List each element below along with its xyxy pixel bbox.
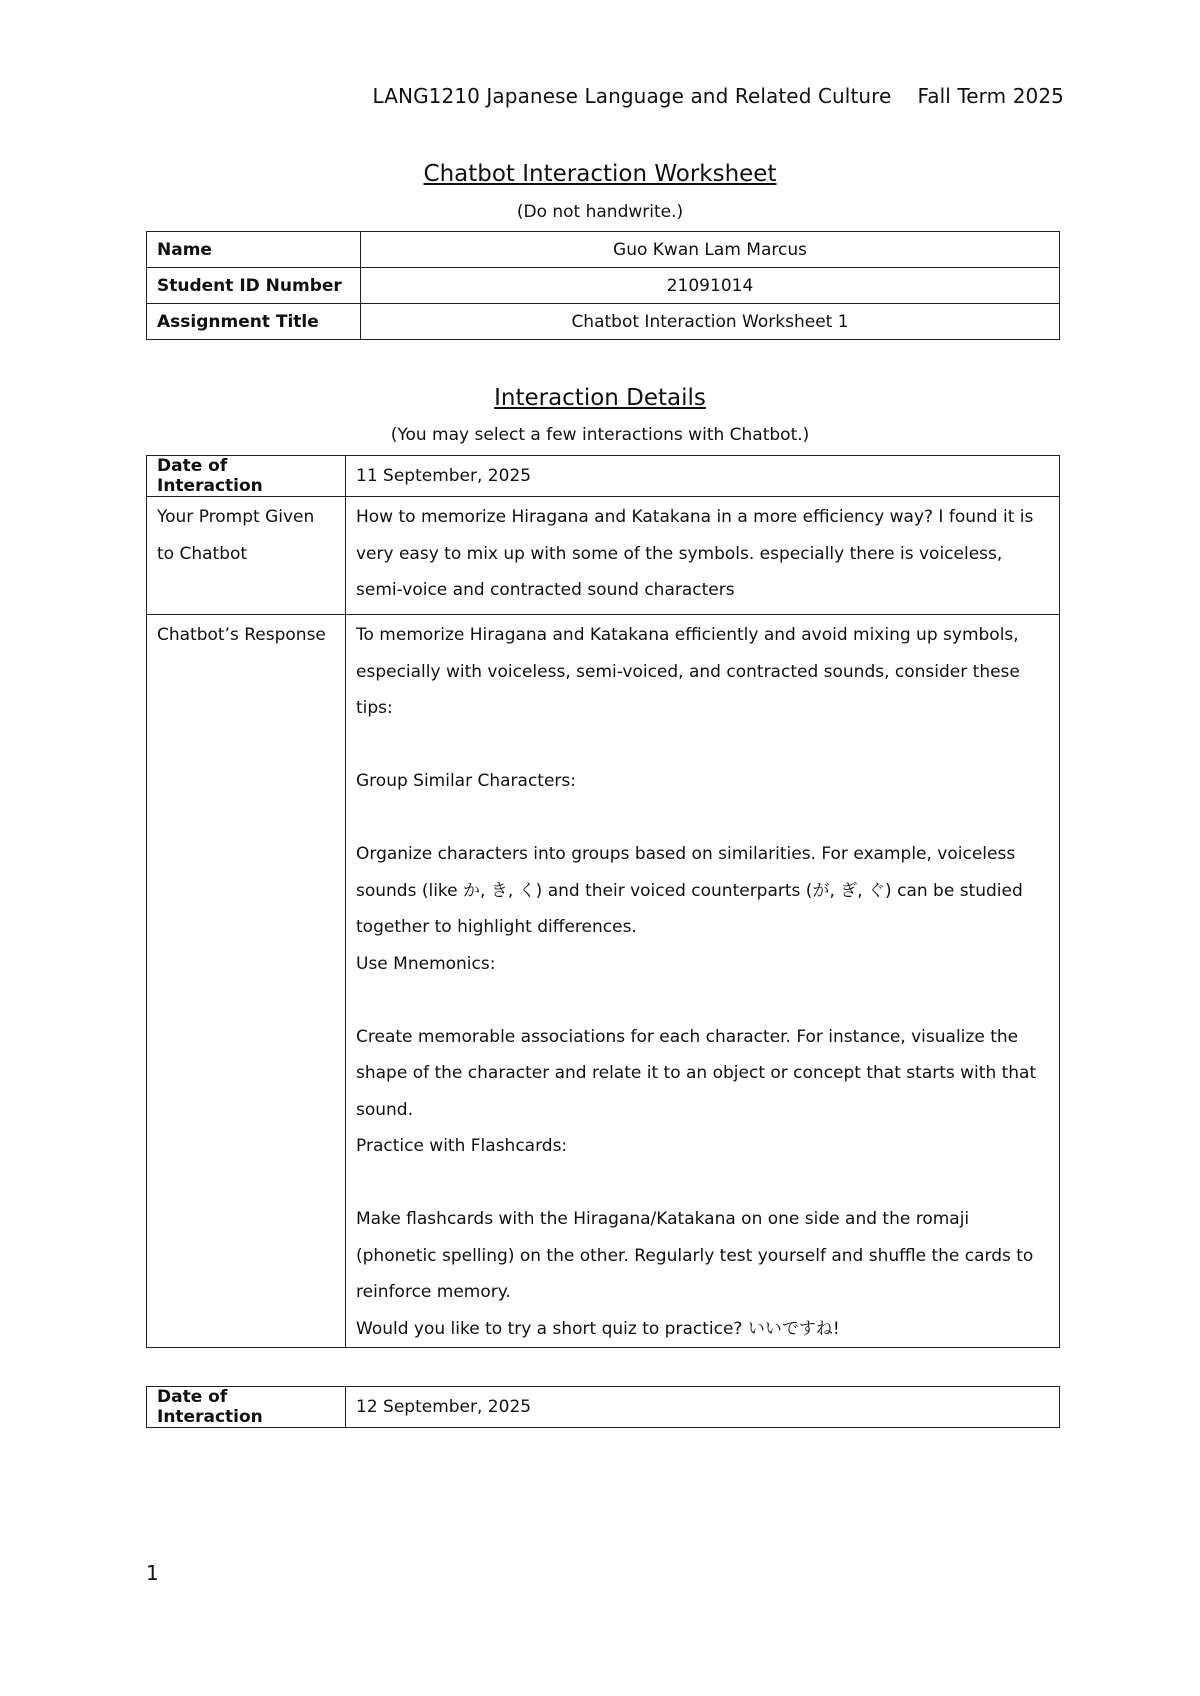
response-closing: Would you like to try a short quiz to practice? いいですね!: [356, 1318, 840, 1339]
prompt-label: Your Prompt Given to Chatbot: [147, 497, 346, 615]
response-label: Chatbot’s Response: [147, 615, 346, 1348]
interaction-table-2: [146, 1386, 1060, 1428]
student-id-value: 21091014: [361, 268, 1060, 304]
worksheet-title: Chatbot Interaction Worksheet: [423, 161, 777, 187]
response-cell: [346, 615, 1060, 1348]
prompt-text: How to memorize Hiragana and Katakana in a more efficiency way? I found it is very easy to mix up with some of the symbols. especially there is voiceless, semi-voice and contracted sound characters: [346, 497, 1060, 615]
date-label: Date of Interaction: [147, 1387, 346, 1428]
term-label: Fall Term 2025: [917, 84, 1064, 108]
student-info-table: [146, 231, 1060, 340]
response-heading-flashcards: Practice with Flashcards:: [356, 1136, 568, 1156]
assignment-title-value: Chatbot Interaction Worksheet 1: [361, 304, 1060, 340]
interaction-table-1: [146, 455, 1060, 1348]
response-text-mnemonics: Create memorable associations for each character. For instance, visualize the shape of the character and relate it to an object or concept that starts with that sound.: [356, 1026, 1037, 1120]
response-text-group: Organize characters into groups based on similarities. For example, voiceless sounds (like か, き, く) and their voiced counterparts (が, ぎ, ぐ) can be studied together to highlight differences.: [356, 844, 1023, 937]
worksheet-note: (Do not handwrite.): [516, 202, 684, 222]
student-id-label: Student ID Number: [147, 268, 361, 304]
name-value: Guo Kwan Lam Marcus: [361, 232, 1060, 268]
table-row: [147, 456, 1060, 497]
response-heading-mnemonics: Use Mnemonics:: [356, 953, 496, 974]
table-row: [147, 304, 1060, 340]
assignment-title-label: Assignment Title: [147, 304, 361, 340]
response-intro: To memorize Hiragana and Katakana efficiently and avoid mixing up symbols, especially with voiceless, semi-voiced, and contracted sounds, consider these tips:: [356, 625, 1020, 718]
table-row: [147, 268, 1060, 304]
table-row: [147, 232, 1060, 268]
page-header: [373, 84, 1064, 108]
interaction-details-title: Interaction Details: [494, 385, 706, 411]
table-row: [147, 497, 1060, 615]
date-label: Date of Interaction: [147, 456, 346, 497]
table-row: [147, 615, 1060, 1348]
date-value: 12 September, 2025: [346, 1387, 1060, 1428]
page-number: 1: [146, 1561, 159, 1585]
course-name: LANG1210 Japanese Language and Related Culture: [372, 84, 892, 108]
interaction-details-note: (You may select a few interactions with Chatbot.): [390, 425, 810, 445]
response-heading-group: Group Similar Characters:: [356, 771, 577, 791]
response-text-flashcards: Make flashcards with the Hiragana/Katakana on one side and the romaji (phonetic spelling) on the other. Regularly test yourself and shuffle the cards to reinforce memory.: [356, 1209, 1034, 1302]
name-label: Name: [147, 232, 361, 268]
date-value: 11 September, 2025: [346, 456, 1060, 497]
table-row: [147, 1387, 1060, 1428]
